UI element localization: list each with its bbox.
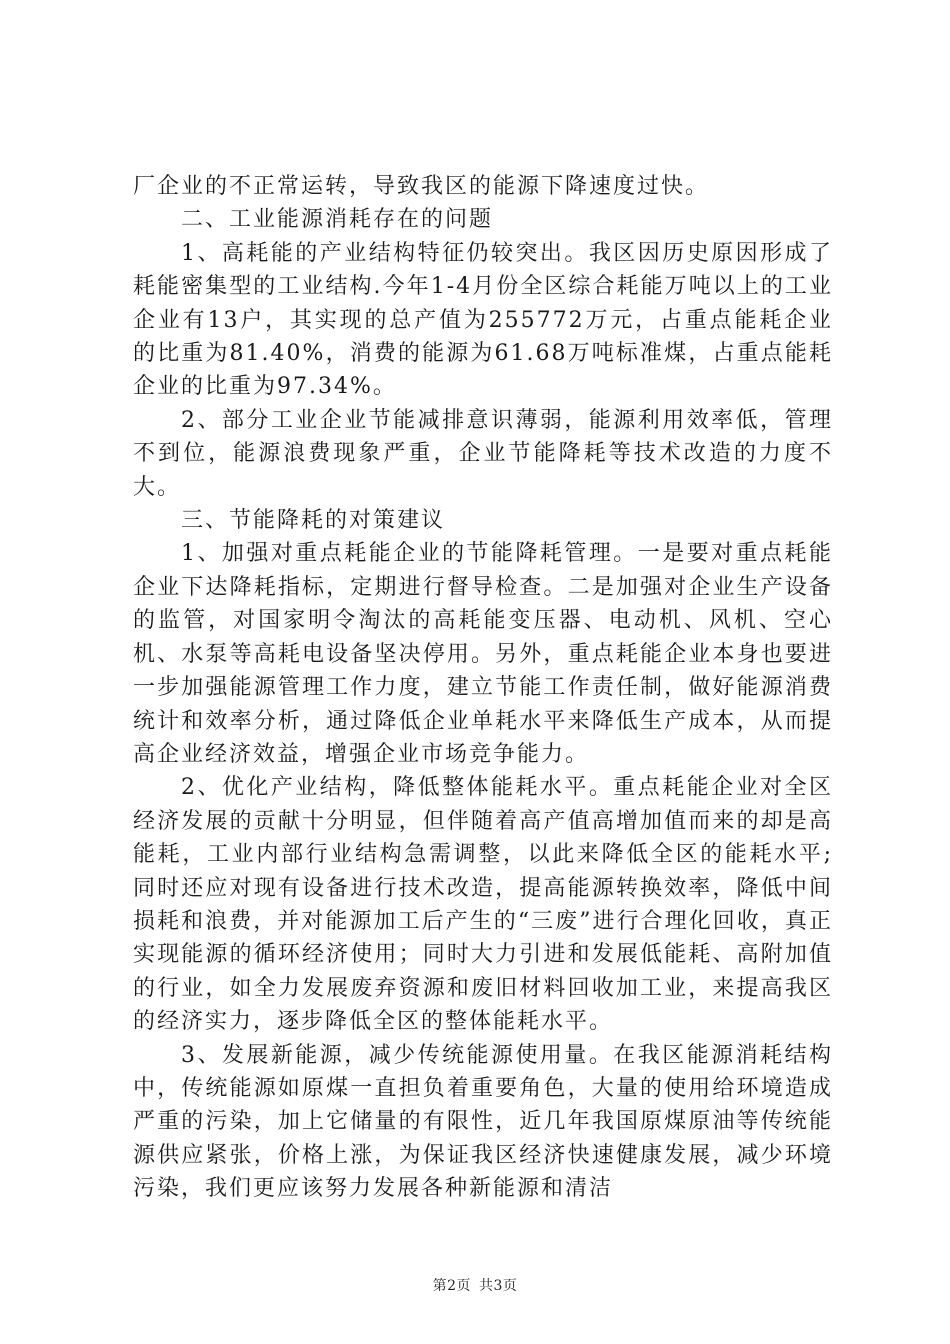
document-body xyxy=(133,170,833,1206)
paragraph-suggestion-3: 3、发展新能源，减少传统能源使用量。在我区能源消耗结构中，传统能源如原煤一直担负着重要角色，大量的使用给环境造成严重的污染，加上它储量的有限性，近几年我国原煤原油等传统能源供应紧张，价格上涨，为保证我区经济快速健康发展，减少环境污染，我们更应该努力发展各种新能源和清洁 xyxy=(133,1042,833,1202)
page-total: 共3页 xyxy=(479,1278,518,1294)
page-footer xyxy=(0,1275,950,1295)
paragraph-suggestion-2: 2、优化产业结构，降低整体能耗水平。重点耗能企业对全区经济发展的贡献十分明显，但伴随着高产值高增加值而来的却是高能耗，工业内部行业结构急需调整，以此来降低全区的能耗水平;同时还应对现有设备进行技术改造，提高能源转换效率，降低中间损耗和浪费，并对能源加工后产生的“三废”进行合理化回收，真正实现能源的循环经济使用；同时大力引进和发展低能耗、高附加值的行业，如全力发展废弃资源和废旧材料回收加工业，来提高我区的经济实力，逐步降低全区的整体能耗水平。 xyxy=(133,775,833,1035)
paragraph-problem-2: 2、部分工业企业节能减排意识薄弱，能源利用效率低，管理不到位，能源浪费现象严重，企业节能降耗等技术改造的力度不大。 xyxy=(133,407,833,500)
page-number: 第2页 xyxy=(432,1278,471,1294)
section-heading-suggestions: 三、节能降耗的对策建议 xyxy=(181,508,446,534)
paragraph-continuation: 厂企业的不正常运转，导致我区的能源下降速度过快。 xyxy=(133,174,710,199)
paragraph-problem-1: 1、高耗能的产业结构特征仍较突出。我区因历史原因形成了耗能密集型的工业结构.今年1-4月份全区综合耗能万吨以上的工业企业有13户，其实现的总产值为255772万元，占重点能耗企业的比重为81.40%，消费的能源为61.68万吨标准煤，占重点能耗企业的比重为97.34%。 xyxy=(133,240,833,400)
section-heading-problems: 二、工业能源消耗存在的问题 xyxy=(181,207,494,233)
paragraph-suggestion-1: 1、加强对重点耗能企业的节能降耗管理。一是要对重点耗能企业下达降耗指标，定期进行督导检查。二是加强对企业生产设备的监管，对国家明令淘汰的高耗能变压器、电动机、风机、空心机、水泵等高耗电设备坚决停用。另外，重点耗能企业本身也要进一步加强能源管理工作力度，建立节能工作责任制，做好能源消费统计和效率分析，通过降低企业单耗水平来降低生产成本，从而提高企业经济效益，增强企业市场竞争能力。 xyxy=(133,541,833,767)
